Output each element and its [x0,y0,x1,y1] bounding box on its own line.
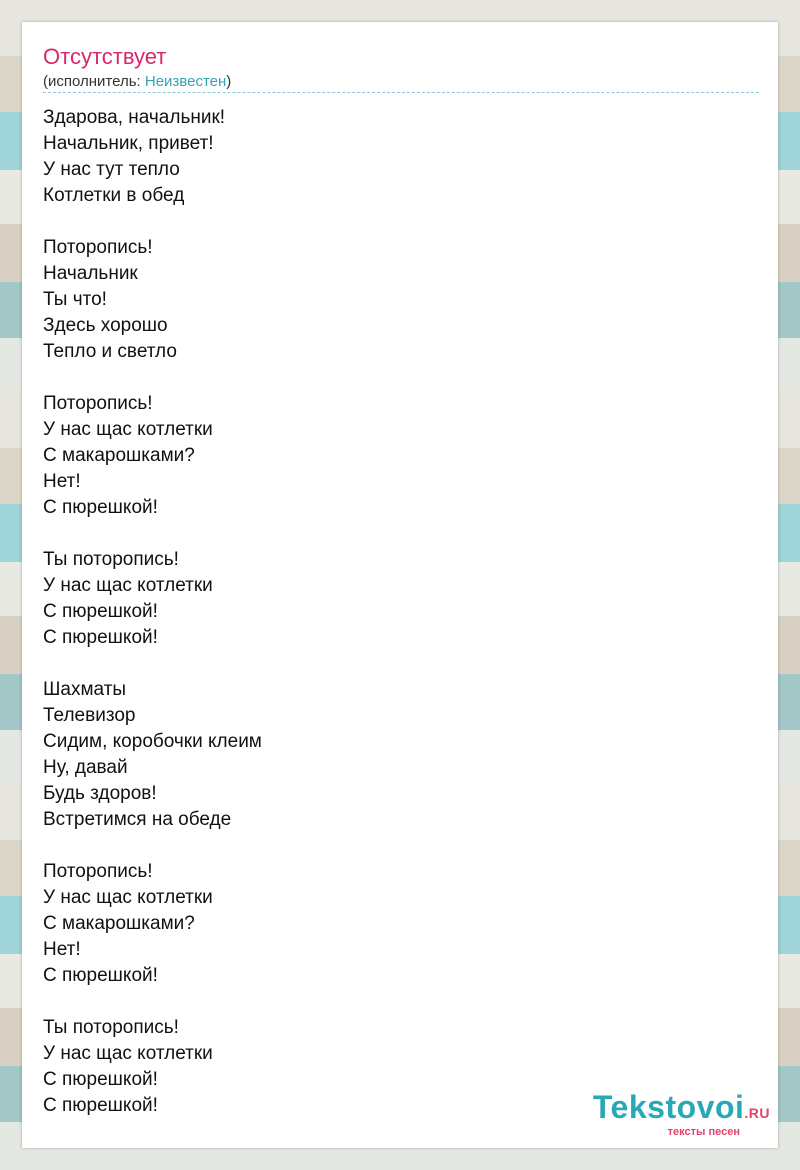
lyric-line: С пюрешкой! [43,965,158,986]
stanza-gap [43,365,743,391]
lyric-line: Телевизор [43,705,136,726]
lyric-line: С пюрешкой! [43,627,158,648]
performer-line [43,73,231,90]
lyric-line: Поторопись! [43,393,153,414]
lyric-line: У нас щас котлетки [43,419,213,440]
lyric-line: Котлетки в обед [43,185,185,206]
lyric-line: Будь здоров! [43,783,157,804]
lyrics-card [22,22,778,1148]
lyrics-text [43,105,743,1119]
lyric-line: С пюрешкой! [43,1069,158,1090]
lyric-line: Ты поторопись! [43,549,179,570]
logo-name: Tekstovoi [592,1089,745,1125]
lyric-line: С макарошками? [43,445,195,466]
lyric-line: С макарошками? [43,913,195,934]
title-divider [43,92,759,93]
lyric-line: Ну, давай [43,757,128,778]
lyric-line: У нас щас котлетки [43,1043,213,1064]
performer-prefix: (исполнитель: [43,73,145,90]
lyric-line: Начальник [43,263,138,284]
lyric-line: Нет! [43,939,81,960]
lyric-line: У нас щас котлетки [43,575,213,596]
stanza-gap [43,521,743,547]
lyric-line: Здарова, начальник! [43,107,226,128]
lyric-line: Шахматы [43,679,127,700]
lyric-line: Ты поторопись! [43,1017,179,1038]
lyric-line: Ты что! [43,289,107,310]
lyric-line: С пюрешкой! [43,497,158,518]
logo-tagline: тексты песен [667,1126,740,1138]
lyric-line: Поторопись! [43,237,153,258]
stanza-gap [43,651,743,677]
stanza-gap [43,209,743,235]
lyric-line: Встретимся на обеде [43,809,232,830]
lyric-line: Начальник, привет! [43,133,214,154]
site-logo[interactable] [593,1090,770,1138]
lyric-line: Здесь хорошо [43,315,168,336]
lyric-line: Нет! [43,471,81,492]
performer-link[interactable]: Неизвестен [144,73,227,90]
lyric-line: С пюрешкой! [43,1095,158,1116]
logo-tld: .RU [744,1105,770,1121]
lyric-line: У нас тут тепло [43,159,180,180]
lyric-line: У нас щас котлетки [43,887,213,908]
song-title: Отсутствует [43,44,167,69]
lyric-line: Тепло и светло [43,341,177,362]
lyric-line: Сидим, коробочки клеим [43,731,262,752]
performer-suffix: ) [226,73,232,90]
lyric-line: Поторопись! [43,861,153,882]
stanza-gap [43,989,743,1015]
stanza-gap [43,833,743,859]
lyric-line: С пюрешкой! [43,601,158,622]
